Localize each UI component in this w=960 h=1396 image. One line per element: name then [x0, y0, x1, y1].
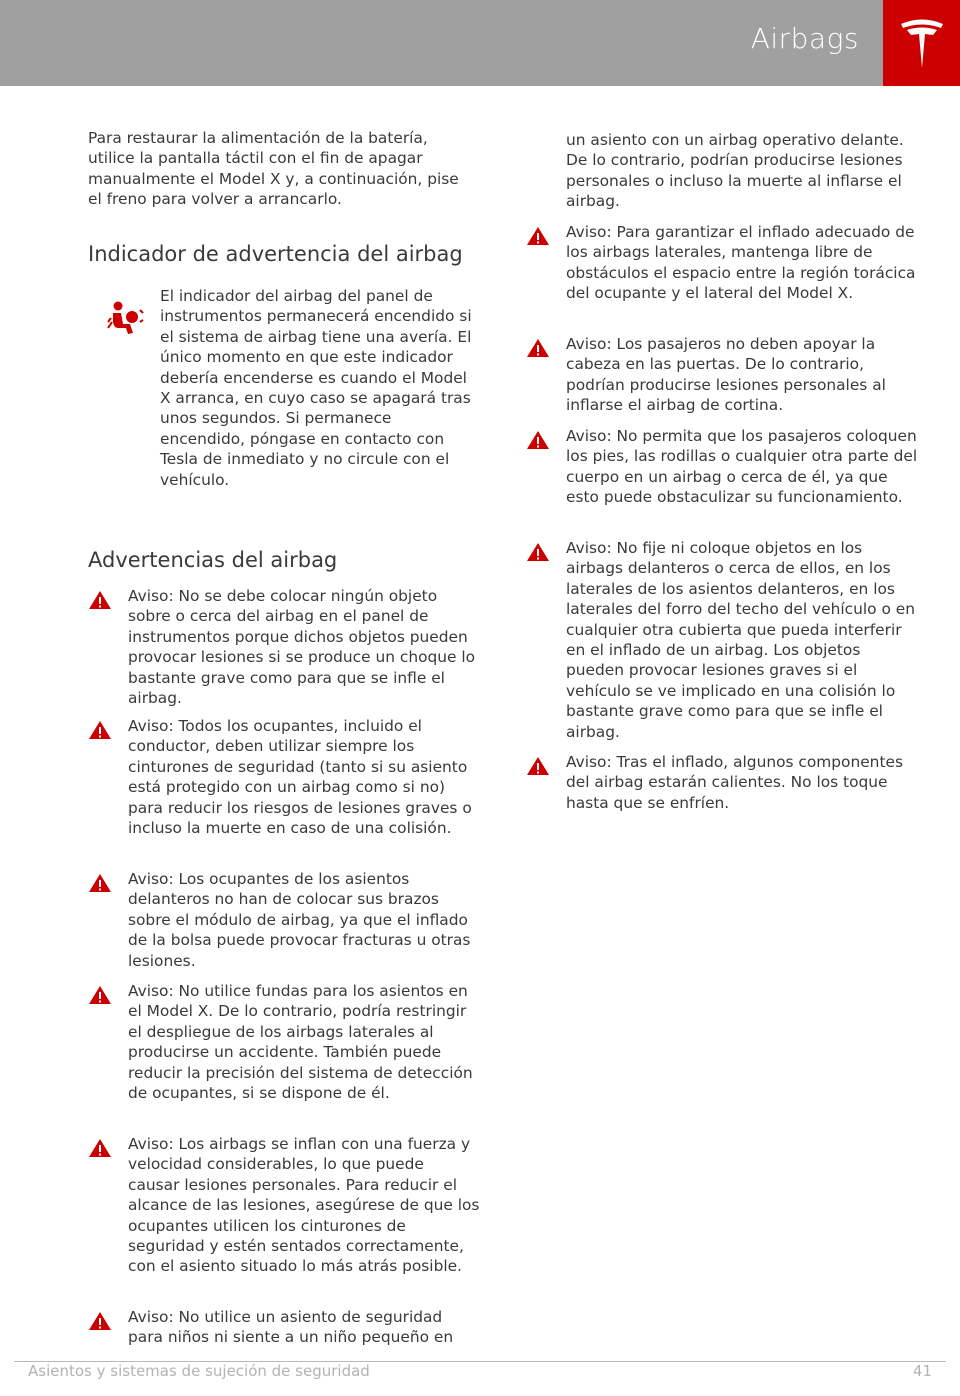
warning-text: Aviso: Los ocupantes de los asientos delanteros no han de colocar sus brazos sobre el módulo de airbag, ya que el inflado de la bolsa puede provocar fracturas u otras lesiones.: [128, 870, 471, 970]
page-header: [0, 0, 883, 86]
warning-text: Aviso: No fije ni coloque objetos en los airbags delanteros o cerca de ellos, en los laterales de los asientos delanteros, en los laterales del forro del techo del vehículo o en cualquier otra cubierta que pueda interferir en el inflado de un airbag. Los objetos pueden provocar lesiones graves si el vehículo se ve implicado en una colisión lo bastante grave como para que se infle el airbag.: [566, 539, 916, 741]
warning-item: [526, 538, 918, 742]
warnings-heading: Advertencias del airbag: [88, 548, 338, 572]
warning-text: Aviso: No utilice fundas para los asientos en el Model X. De lo contrario, podría restringir el despliegue de los airbags laterales al producirse un accidente. También puede reducir la precisión del sistema de detección de ocupantes, si se dispone de él.: [128, 982, 473, 1103]
footer-section-title: Asientos y sistemas de sujeción de seguridad: [28, 1362, 370, 1380]
warning-text: Aviso: No utilice un asiento de seguridad para niños ni siente a un niño pequeño en: [128, 1308, 454, 1347]
warning-item: [88, 716, 480, 838]
warning-continuation: [526, 130, 918, 212]
warning-item: [88, 869, 480, 971]
indicator-heading: Indicador de advertencia del airbag: [88, 242, 463, 266]
warning-item: [88, 586, 480, 708]
warning-item: [88, 981, 480, 1103]
warning-triangle-icon: [88, 1138, 112, 1158]
indicator-description: El indicador del airbag del panel de instrumentos permanecerá encendido si el sistema de airbag tiene una avería. El único momento en que este indicador debería encenderse es cuando el Model X arranca, en cuyo caso se apagará tras unos segundos. Si permanece encendido, póngase en contacto con Tesla de inmediato y no circule con el vehículo.: [160, 287, 472, 489]
warning-text: Aviso: No se debe colocar ningún objeto sobre o cerca del airbag en el panel de instrumentos porque dichos objetos pueden provocar lesiones si se produce un choque lo bastante grave como para que se infle el airbag.: [128, 587, 476, 708]
warning-triangle-icon: [88, 873, 112, 893]
warning-text: Aviso: No permita que los pasajeros coloquen los pies, las rodillas o cualquier otra parte del cuerpo en un airbag o cerca de él, ya que esto puede obstaculizar su funcionamiento.: [566, 427, 918, 507]
warning-triangle-icon: [526, 430, 550, 450]
footer-page-number: 41: [912, 1362, 932, 1380]
warning-triangle-icon: [88, 590, 112, 610]
warning-triangle-icon: [526, 756, 550, 776]
brand-logo-box: [883, 0, 960, 86]
warning-text: Aviso: Para garantizar el inflado adecuado de los airbags laterales, mantenga libre de obstáculos el espacio entre la región torácica del ocupante y el lateral del Model X.: [566, 223, 916, 303]
warning-triangle-icon: [526, 226, 550, 246]
warning-triangle-icon: [88, 1311, 112, 1331]
warning-triangle-icon: [88, 720, 112, 740]
intro-paragraph: Para restaurar la alimentación de la batería, utilice la pantalla táctil con el fin de apagar manualmente el Model X y, a continuación, pise el freno para volver a arrancarlo.: [88, 129, 459, 209]
warning-text: Aviso: Todos los ocupantes, incluido el conductor, deben utilizar siempre los cinturones de seguridad (tanto si su asiento está protegido con un airbag como si no) para reducir los riesgos de lesiones graves o incluso la muerte en caso de una colisión.: [128, 717, 472, 838]
warning-item: [526, 222, 918, 304]
warning-text: Aviso: Tras el inflado, algunos componentes del airbag estarán calientes. No los toque hasta que se enfríen.: [566, 753, 903, 812]
warning-item: [526, 752, 918, 813]
tesla-logo-icon: [897, 16, 947, 70]
airbag-indicator-icon: [106, 300, 146, 336]
warning-triangle-icon: [526, 542, 550, 562]
warning-text: Aviso: Los pasajeros no deben apoyar la cabeza en las puertas. De lo contrario, podrían producirse lesiones personales al inflarse el airbag de cortina.: [566, 335, 886, 415]
warning-continuation-text: un asiento con un airbag operativo delante. De lo contrario, podrían producirse lesiones personales o incluso la muerte al inflarse el airbag.: [566, 131, 904, 211]
warning-triangle-icon: [526, 338, 550, 358]
warning-triangle-icon: [88, 985, 112, 1005]
warning-item: [88, 1307, 480, 1348]
warning-item: [526, 426, 918, 508]
warning-item: [88, 1134, 480, 1277]
warning-text: Aviso: Los airbags se inflan con una fuerza y velocidad considerables, lo que puede causar lesiones personales. Para reducir el alcance de las lesiones, asegúrese de que los ocupantes utilicen los cinturones de seguridad y estén sentados correctamente, con el asiento situado lo más atrás posible.: [128, 1135, 480, 1276]
page-title: Airbags: [750, 22, 859, 55]
warning-item: [526, 334, 918, 416]
